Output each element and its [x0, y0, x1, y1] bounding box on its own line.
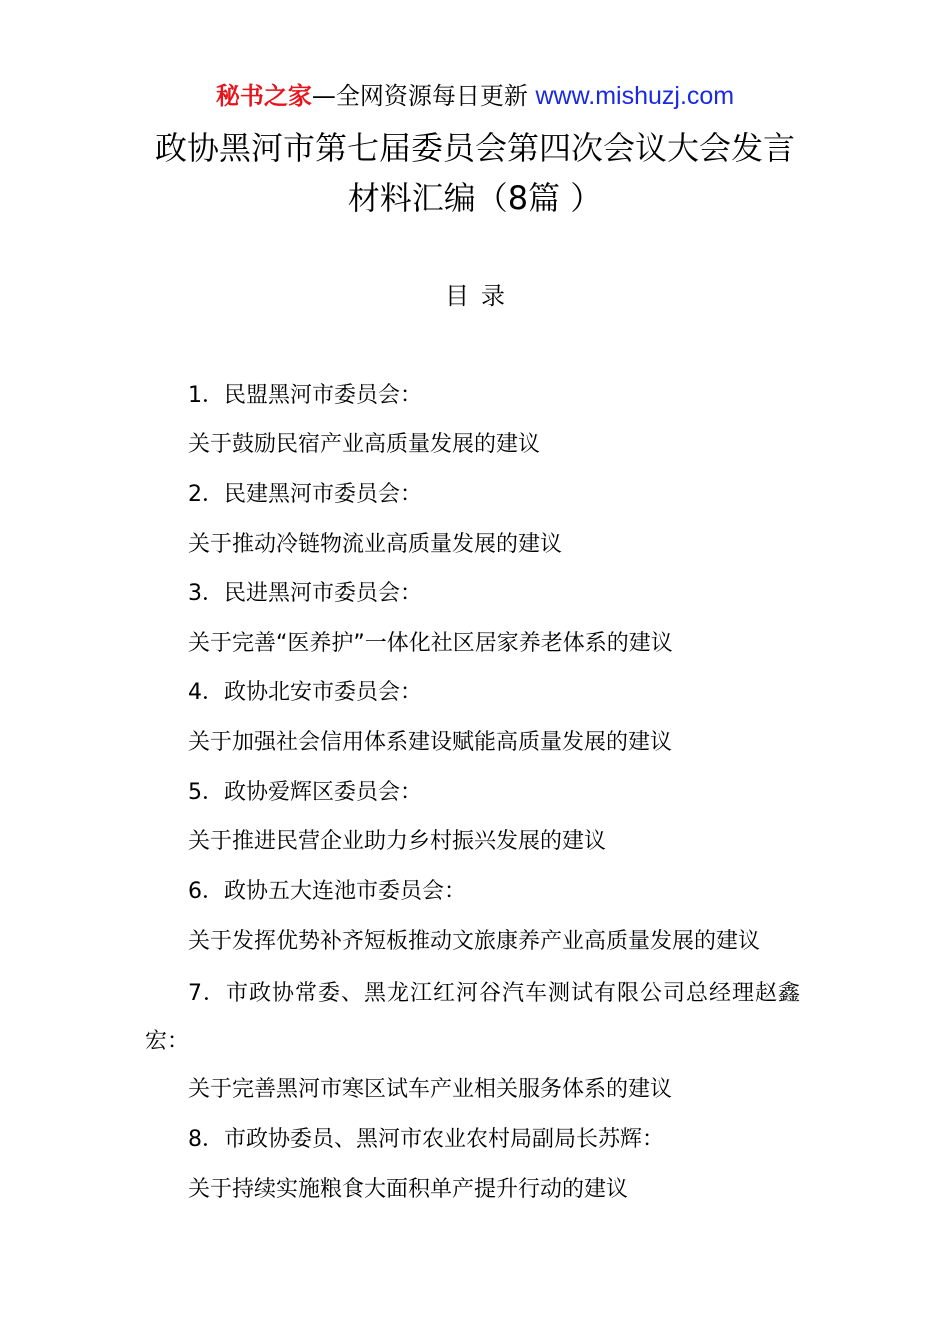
toc-entry-org: 5．政协爱辉区委员会： [188, 780, 422, 805]
brand-name: 秘书之家 [215, 82, 312, 110]
toc-entry-topic: 关于完善黑河市寒区试车产业相关服务体系的建议 [188, 1077, 673, 1102]
toc-entry-topic: 关于加强社会信用体系建设赋能高质量发展的建议 [188, 730, 673, 755]
toc-entry-topic: 关于推进民营企业助力乡村振兴发展的建议 [188, 829, 607, 854]
site-banner [0, 80, 950, 112]
toc-entry-org: 4．政协北安市委员会： [188, 680, 422, 705]
toc-entry-org: 2．民建黑河市委员会： [188, 482, 422, 507]
toc-entry-org: 1．民盟黑河市委员会： [188, 383, 422, 408]
toc-heading: 目录 [445, 282, 517, 310]
toc-entry-org: 3．民进黑河市委员会： [188, 581, 422, 606]
toc-entry-topic: 关于持续实施粮食大面积单产提升行动的建议 [188, 1177, 629, 1202]
toc-entry-topic: 关于鼓励民宿产业高质量发展的建议 [188, 432, 541, 457]
toc-entry-org: 7．市政协常委、黑龙江红河谷汽车测试有限公司总经理赵鑫 [188, 981, 801, 1006]
toc-entry-org: 6．政协五大连池市委员会： [188, 879, 466, 904]
document-title-line-2: 材料汇编（8篇 ） [347, 179, 603, 217]
banner-tagline: —全网资源每日更新 [311, 82, 528, 110]
toc-entry-topic: 关于完善“医养护”一体化社区居家养老体系的建议 [188, 631, 673, 656]
toc-entry-org-continued: 宏： [145, 1029, 190, 1054]
site-url-link[interactable]: www.mishuzj.com [535, 82, 735, 110]
document-title-line-1: 政协黑河市第七届委员会第四次会议大会发言 [154, 129, 795, 167]
toc-entry-topic: 关于发挥优势补齐短板推动文旅康养产业高质量发展的建议 [188, 929, 761, 954]
toc-entry-topic: 关于推动冷链物流业高质量发展的建议 [188, 532, 563, 557]
toc-entry-org: 8．市政协委员、黑河市农业农村局副局长苏辉： [188, 1127, 664, 1152]
